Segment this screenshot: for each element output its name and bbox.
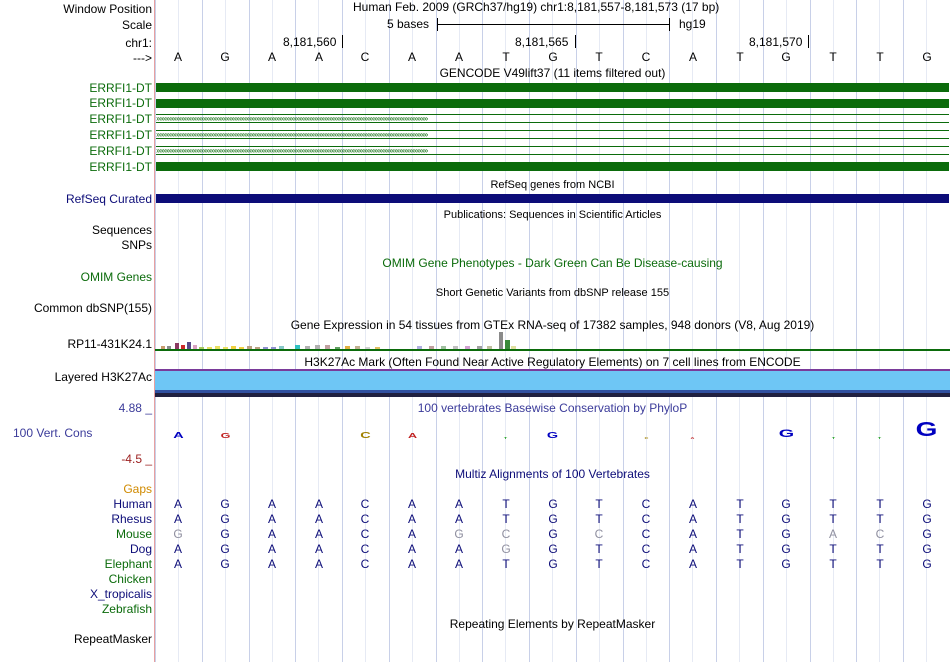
dog-base: A <box>173 542 182 556</box>
refseq-track-title: RefSeq genes from NCBI <box>490 179 615 191</box>
gtex-label[interactable]: RP11-431K24.1 <box>67 337 152 351</box>
mouse-base: G <box>548 527 558 541</box>
coordinate-tick <box>575 35 576 48</box>
gene-label[interactable]: ERRFI1-DT <box>89 112 152 126</box>
dog-base: T <box>829 542 837 556</box>
chrom-label: chr1: <box>125 36 152 50</box>
sequence-base: T <box>595 50 603 64</box>
human-base: A <box>267 497 276 511</box>
species-label-dog: Dog <box>129 542 152 556</box>
rhesus-base: G <box>781 512 791 526</box>
mouse-base: C <box>501 527 511 541</box>
cons-label[interactable]: 100 Vert. Cons <box>13 426 93 440</box>
elephant-base: C <box>360 557 370 571</box>
mouse-base: C <box>641 527 651 541</box>
phylop-logo-letter: G <box>778 428 795 440</box>
mouse-base: C <box>594 527 604 541</box>
mouse-base: A <box>407 527 416 541</box>
elephant-base: T <box>736 557 744 571</box>
coordinate-tick <box>342 35 343 48</box>
elephant-base: A <box>688 557 697 571</box>
elephant-base: G <box>548 557 558 571</box>
sequence-base: A <box>267 50 276 64</box>
elephant-base: G <box>220 557 230 571</box>
elephant-base: T <box>502 557 510 571</box>
human-base: T <box>876 497 884 511</box>
coordinate-label: 8,181,560 <box>283 35 337 49</box>
dog-base: A <box>407 542 416 556</box>
human-base: G <box>922 497 932 511</box>
rhesus-base: A <box>688 512 697 526</box>
dog-base: C <box>641 542 651 556</box>
rhesus-base: A <box>267 512 276 526</box>
sequence-base: T <box>829 50 837 64</box>
elephant-base: C <box>641 557 651 571</box>
gene-feature-bar[interactable] <box>156 83 949 92</box>
phylop-logo-letter: C <box>644 436 649 440</box>
human-base: C <box>641 497 651 511</box>
dog-base: G <box>922 542 932 556</box>
scale-label: Scale <box>121 18 152 32</box>
dog-base: T <box>736 542 744 556</box>
mouse-base: G <box>781 527 791 541</box>
mouse-base: G <box>922 527 932 541</box>
coordinate-label: 8,181,565 <box>515 35 569 49</box>
sequence-base: T <box>502 50 510 64</box>
sequence-base: A <box>407 50 416 64</box>
gene-feature-bar[interactable] <box>156 99 949 108</box>
dbsnp-track-title: Short Genetic Variants from dbSNP release 155 <box>435 287 670 299</box>
elephant-base: A <box>454 557 463 571</box>
scale-bar <box>437 24 670 25</box>
mouse-base: A <box>688 527 697 541</box>
human-base: A <box>173 497 182 511</box>
sequences-label[interactable]: Sequences <box>91 223 152 237</box>
phylop-logo-letter: G <box>546 431 559 440</box>
elephant-base: T <box>876 557 884 571</box>
dog-base: A <box>688 542 697 556</box>
gene-intron-arrows[interactable]: ››››››››››››››››››››››››››››››››››››››››››››››››››››››››››››››››››››››››››››››››››››››››››››››››››››››››››››››››››››››››››››››››››››››››››››››››››››››››››››››››››› <box>156 114 949 123</box>
sequence-base: T <box>736 50 744 64</box>
mouse-base: A <box>828 527 837 541</box>
human-base: A <box>688 497 697 511</box>
browser-image-panel[interactable] <box>155 0 950 662</box>
gtex-expression-bars-right[interactable] <box>415 332 535 350</box>
sequence-base: G <box>922 50 932 64</box>
species-label-human: Human <box>113 497 152 511</box>
assembly-text: hg19 <box>679 17 706 31</box>
rhesus-base: A <box>454 512 463 526</box>
dbsnp-label[interactable]: Common dbSNP(155) <box>33 301 152 315</box>
cons-max-label: 4.88 _ <box>118 401 152 415</box>
mouse-base: T <box>736 527 744 541</box>
elephant-base: A <box>407 557 416 571</box>
h3k27ac-track-title: H3K27Ac Mark (Often Found Near Active Regulatory Elements) on 7 cell lines from ENCODE <box>304 355 801 369</box>
human-base: A <box>407 497 416 511</box>
species-label-elephant: Elephant <box>104 557 152 571</box>
human-base: G <box>548 497 558 511</box>
h3k27ac-signal[interactable] <box>155 371 950 390</box>
elephant-base: G <box>922 557 932 571</box>
human-base: A <box>454 497 463 511</box>
gene-label[interactable]: ERRFI1-DT <box>89 128 152 142</box>
elephant-base: G <box>781 557 791 571</box>
phylop-logo-letter: A <box>173 431 184 440</box>
gene-label[interactable]: ERRFI1-DT <box>89 96 152 110</box>
scale-bar-start <box>437 18 438 31</box>
scale-text: 5 bases <box>387 17 430 31</box>
phylop-logo-letter: G <box>915 419 938 441</box>
human-base: A <box>314 497 323 511</box>
sequence-base: A <box>314 50 323 64</box>
h3k27ac-label[interactable]: Layered H3K27Ac <box>54 370 152 384</box>
window-position-text: Human Feb. 2009 (GRCh37/hg19) chr1:8,181,557-8,181,573 (17 bp) <box>353 0 720 14</box>
rhesus-base: C <box>360 512 370 526</box>
repeatmasker-label[interactable]: RepeatMasker <box>73 632 152 646</box>
elephant-base: A <box>173 557 182 571</box>
gene-label[interactable]: ERRFI1-DT <box>89 144 152 158</box>
species-label-mouse: Mouse <box>115 527 152 541</box>
sequence-base: G <box>781 50 791 64</box>
gtex-expression-bars-left[interactable] <box>155 332 415 350</box>
cons-min-label: -4.5 _ <box>121 452 152 466</box>
species-label-chicken: Chicken <box>108 572 152 586</box>
elephant-base: A <box>267 557 276 571</box>
phylop-logo-letter: G <box>220 433 231 440</box>
scale-bar-end <box>669 18 670 31</box>
human-base: T <box>502 497 510 511</box>
rhesus-base: T <box>502 512 510 526</box>
gene-label[interactable]: ERRFI1-DT <box>89 160 152 174</box>
omim-track-title: OMIM Gene Phenotypes - Dark Green Can Be Disease-causing <box>382 256 723 270</box>
human-base: T <box>595 497 603 511</box>
repeatmasker-track-title: Repeating Elements by RepeatMasker <box>449 617 656 631</box>
elephant-base: T <box>595 557 603 571</box>
gene-intron-arrows[interactable]: ››››››››››››››››››››››››››››››››››››››››››››››››››››››››››››››››››››››››››››››››››››››››››››››››››››››››››››››››››››››››››››››››››››››››››››››››››››››››››››››››››› <box>156 130 949 139</box>
sequence-base: C <box>360 50 370 64</box>
sequence-base: A <box>688 50 697 64</box>
rhesus-base: A <box>173 512 182 526</box>
mouse-base: A <box>267 527 276 541</box>
rhesus-base: T <box>595 512 603 526</box>
rhesus-base: T <box>829 512 837 526</box>
gene-label[interactable]: ERRFI1-DT <box>89 81 152 95</box>
rhesus-base: A <box>314 512 323 526</box>
dog-base: T <box>876 542 884 556</box>
human-base: G <box>220 497 230 511</box>
sequence-base: C <box>641 50 651 64</box>
elephant-base: A <box>314 557 323 571</box>
phylop-logo-letter: T <box>503 436 508 440</box>
mouse-base: C <box>360 527 370 541</box>
rhesus-base: T <box>736 512 744 526</box>
phylop-track-title: 100 vertebrates Basewise Conservation by PhyloP <box>417 401 688 415</box>
sequence-base: G <box>220 50 230 64</box>
refseq-label[interactable]: RefSeq Curated <box>65 192 152 206</box>
rhesus-base: G <box>922 512 932 526</box>
dog-base: A <box>314 542 323 556</box>
sequence-base: G <box>548 50 558 64</box>
phylop-logo-letter: A <box>407 433 418 440</box>
snps-label[interactable]: SNPs <box>121 238 152 252</box>
multiz-track-title: Multiz Alignments of 100 Vertebrates <box>455 467 650 481</box>
dog-base: A <box>454 542 463 556</box>
gtex-baseline <box>155 349 950 351</box>
sequence-base: T <box>876 50 884 64</box>
rhesus-base: C <box>641 512 651 526</box>
gtex-track-title: Gene Expression in 54 tissues from GTEx RNA-seq of 17382 samples, 948 donors (V8, Aug 2019) <box>290 318 815 332</box>
phylop-logo-letter: T <box>877 436 882 440</box>
phylop-logo-letter: C <box>360 431 371 440</box>
species-label-rhesus: Rhesus <box>111 512 152 526</box>
human-base: C <box>360 497 370 511</box>
rhesus-base: T <box>876 512 884 526</box>
sequence-base: A <box>454 50 463 64</box>
strand-arrow-label: ---> <box>133 51 152 65</box>
rhesus-base: G <box>548 512 558 526</box>
gencode-track-title: GENCODE V49lift37 (11 items filtered out) <box>439 66 666 80</box>
gene-feature-bar[interactable] <box>156 162 949 171</box>
dog-base: G <box>781 542 791 556</box>
publications-track-title: Publications: Sequences in Scientific Articles <box>443 209 662 221</box>
phylop-logo-letter: T <box>831 436 836 440</box>
species-label-xtropicalis: X_tropicalis <box>89 587 152 601</box>
phylop-logo-letter: A <box>690 436 695 440</box>
h3k27ac-layer-base <box>155 393 950 397</box>
sequence-base: A <box>173 50 182 64</box>
track-labels-panel <box>0 0 155 662</box>
dog-base: T <box>595 542 603 556</box>
rhesus-base: A <box>407 512 416 526</box>
elephant-base: T <box>829 557 837 571</box>
mouse-base: A <box>314 527 323 541</box>
dog-base: G <box>501 542 511 556</box>
dog-base: G <box>220 542 230 556</box>
human-base: T <box>829 497 837 511</box>
dog-base: G <box>548 542 558 556</box>
human-base: G <box>781 497 791 511</box>
refseq-feature-bar[interactable] <box>156 194 949 203</box>
dog-base: C <box>360 542 370 556</box>
dog-base: A <box>267 542 276 556</box>
gene-intron-arrows[interactable]: ››››››››››››››››››››››››››››››››››››››››››››››››››››››››››››››››››››››››››››››››››››››››››››››››››››››››››››››››››››››››››››››››››››››››››››››››››››››››››››››››››› <box>156 146 949 155</box>
rhesus-base: G <box>220 512 230 526</box>
mouse-base: C <box>875 527 885 541</box>
mouse-base: G <box>220 527 230 541</box>
coordinate-tick <box>808 35 809 48</box>
human-base: T <box>736 497 744 511</box>
window-position-label: Window Position <box>63 2 152 16</box>
mouse-base: G <box>173 527 183 541</box>
coordinate-label: 8,181,570 <box>749 35 803 49</box>
gaps-label: Gaps <box>123 482 152 496</box>
mouse-base: G <box>454 527 464 541</box>
species-label-zebrafish: Zebrafish <box>101 602 152 616</box>
omim-label[interactable]: OMIM Genes <box>80 270 152 284</box>
